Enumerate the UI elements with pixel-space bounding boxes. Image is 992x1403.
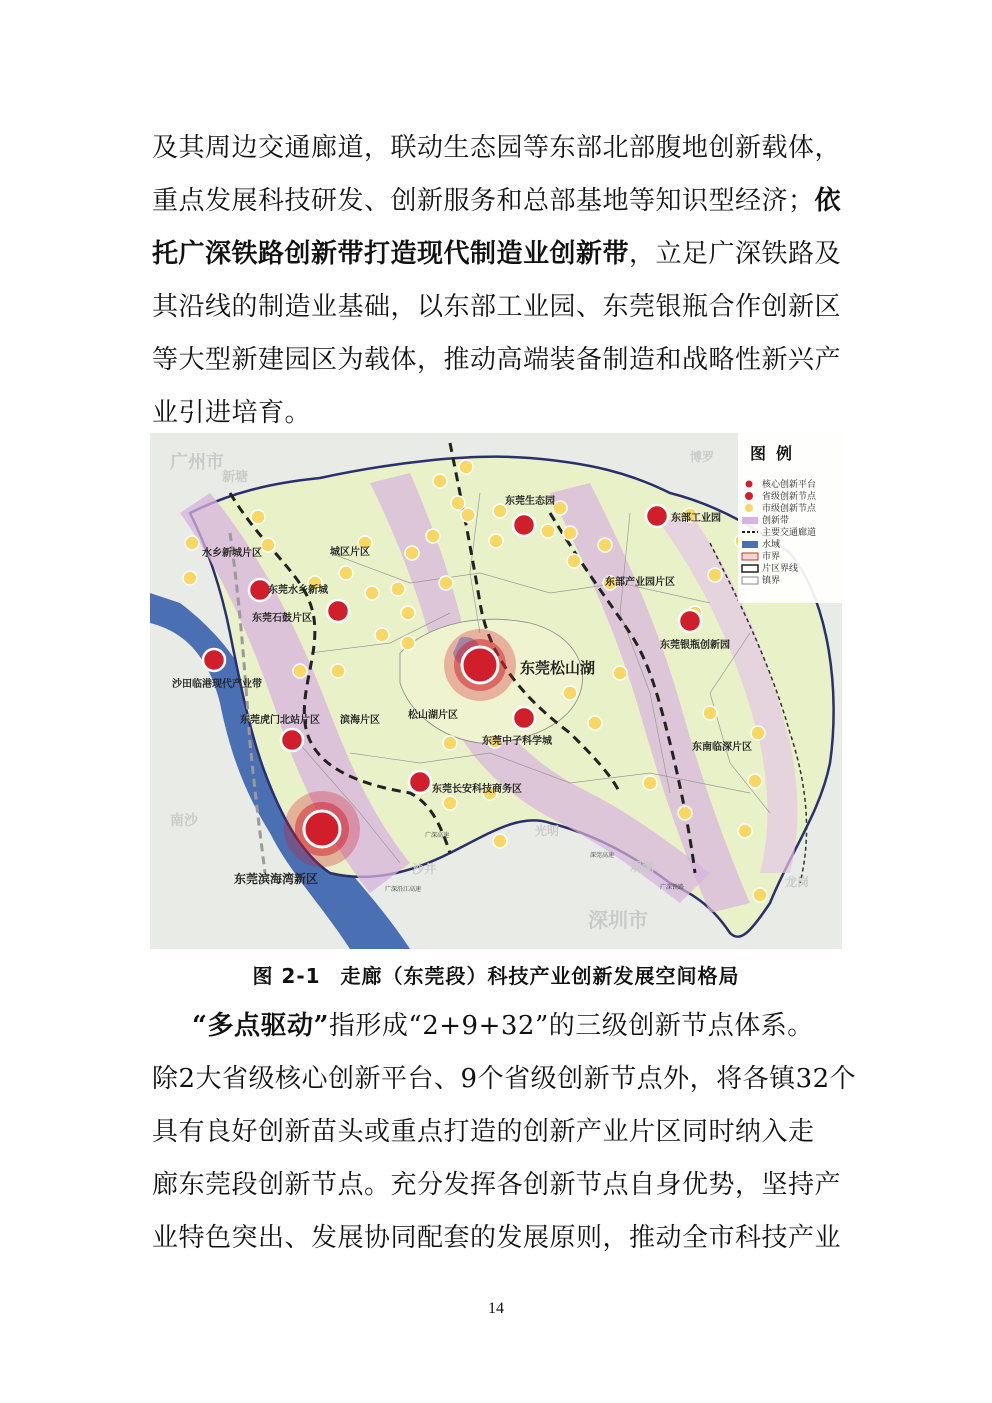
city-node: [391, 582, 405, 596]
city-node: [748, 774, 762, 788]
map-label-boluo: 博罗: [690, 450, 715, 464]
legend-label-7: 市界: [762, 552, 781, 562]
para2-line-5: 业特色突出、发展协同配套的发展原则，推动全市科技产业: [152, 1223, 842, 1253]
label-eco-park: 东莞生态园: [505, 496, 555, 507]
provincial-node-shigu: [327, 600, 349, 622]
figure-caption: [0, 960, 992, 989]
legend-label-8: 片区界线: [762, 564, 799, 574]
water-swatch: [742, 541, 758, 548]
para1-line-3: 托广深铁路创新带打造现代制造业创新带，立足广深铁路及: [152, 239, 842, 269]
provincial-node-east-industrial-park: [646, 505, 668, 527]
city-node: [553, 501, 567, 515]
label-neutron-city: 东莞中子科学城: [482, 736, 552, 747]
label-zone-southeast: 东南临深片区: [692, 742, 752, 753]
map-label-xintang: 新塘: [222, 470, 249, 485]
label-road-shenguan: 深莞高速: [590, 852, 615, 859]
innovation-belt-swatch: [742, 517, 758, 524]
city-node: [643, 776, 657, 790]
city-node: [613, 666, 627, 680]
label-shigu: 东莞石鼓片区: [252, 613, 312, 624]
provincial-node-shatian: [203, 649, 225, 671]
map-legend: [738, 433, 842, 603]
caption-title: 走廊（东莞段）科技产业创新发展空间格局: [340, 964, 740, 988]
label-zone-binhai: 滨海片区: [340, 715, 380, 726]
core-platform-songshan-lake: [444, 629, 516, 701]
city-node: [183, 571, 197, 585]
town-boundary-line: [742, 577, 758, 584]
map-label-shenzhen: 深圳市: [588, 908, 648, 932]
label-humen: 东莞虎门北站片区: [240, 715, 320, 726]
city-node: [451, 496, 465, 510]
legend-label-1: 核心创新平台: [762, 480, 817, 490]
para2-line-1: “多点驱动”指形成“2+9+32”的三级创新节点体系。: [192, 1011, 814, 1041]
label-road-yanjiang: 广深沿江高速: [385, 886, 422, 893]
city-node: [339, 566, 353, 580]
map-label-guangming: 光明: [535, 824, 560, 838]
city-node: [461, 508, 475, 522]
provincial-node-changan: [409, 771, 431, 793]
para1-line-1: 及其周边交通廊道，联动生态园等东部北部腹地创新载体，: [152, 133, 842, 163]
city-node: [443, 796, 457, 810]
legend-label-5: 主要交通廊道: [762, 528, 817, 538]
city-node: [751, 726, 765, 740]
provincial-node-neutron-city: [513, 707, 535, 729]
label-binhai-bay: 东莞滨海湾新区: [234, 872, 319, 886]
caption-number: 图 2-1: [252, 964, 321, 988]
city-boundary-line: [742, 553, 758, 560]
city-node: [405, 546, 419, 560]
label-shuixiang-new-city: 东莞水乡新城: [268, 585, 328, 596]
city-node: [598, 538, 612, 552]
provincial-node-dongguan-eco-park: [513, 514, 535, 536]
paragraph-1: [152, 122, 844, 440]
map-label-shajing: 沙井: [412, 862, 437, 876]
city-node: [489, 534, 503, 548]
core-platform-binhai-bay: [284, 791, 360, 867]
city-node-icon: [745, 504, 753, 512]
label-songshan-lake: 东莞松山湖: [520, 659, 596, 677]
city-node: [563, 526, 577, 540]
city-node: [567, 554, 581, 568]
page-number: 14: [488, 1300, 504, 1317]
label-changan: 东莞长安科技商务区: [432, 784, 522, 795]
city-node: [703, 706, 717, 720]
label-rail-guangshen: 广深铁路: [660, 884, 685, 891]
label-zone-songshan: 松山湖片区: [408, 710, 458, 721]
label-road-guangshen: 广深高速: [425, 832, 450, 839]
paragraph-2: [152, 1000, 857, 1265]
city-node: [426, 529, 440, 543]
label-zone-east-industrial: 东部产业园片区: [605, 577, 675, 588]
city-node: [401, 606, 415, 620]
legend-title: 图例: [750, 444, 803, 463]
city-node: [375, 628, 389, 642]
spatial-pattern-map: [150, 433, 842, 949]
city-node: [365, 586, 379, 600]
city-node: [541, 524, 555, 538]
para1-line-2: 重点发展科技研发、创新服务和总部基地等知识型经济；依: [152, 186, 842, 216]
city-node: [563, 686, 577, 700]
city-node: [401, 636, 415, 650]
para2-line-2: 除2大省级核心创新平台、9个省级创新节点外，将各镇32个: [152, 1064, 857, 1094]
para1-line-4: 其沿线的制造业基础，以东部工业园、东莞银瓶合作创新区: [152, 292, 842, 322]
city-node: [753, 888, 767, 902]
label-yinping: 东莞银瓶创新园: [660, 640, 730, 651]
para2-line-4: 廊东莞段创新节点。充分发挥各创新节点自身优势，坚持产: [152, 1170, 842, 1200]
city-node: [185, 536, 199, 550]
city-node: [293, 664, 307, 678]
legend-label-3: 市级创新节点: [762, 504, 817, 514]
core-platform-icon: [745, 480, 753, 488]
label-zone-urban: 城区片区: [330, 547, 370, 558]
legend-label-9: 镇界: [762, 576, 781, 586]
provincial-node-icon: [745, 492, 753, 500]
city-node: [433, 474, 447, 488]
map-label-longgang: 龙岗: [785, 875, 810, 889]
para2-line-3: 具有良好创新苗头或重点打造的创新产业片区同时纳入走: [152, 1117, 815, 1147]
city-node: [331, 664, 345, 678]
para1-line-5: 等大型新建园区为载体，推动高端装备制造和战略性新兴产: [152, 345, 842, 375]
city-node: [251, 510, 265, 524]
map-label-guangzhou: 广州市: [170, 452, 224, 473]
legend-label-6: 水域: [762, 540, 781, 550]
legend-label-2: 省级创新节点: [762, 492, 817, 502]
legend-label-4: 创新带: [762, 516, 790, 526]
provincial-node-humen: [281, 729, 303, 751]
map-label-guanlan: 观澜: [630, 860, 655, 874]
city-node: [261, 538, 275, 552]
city-node: [459, 460, 473, 474]
city-node: [439, 576, 453, 590]
city-node: [678, 806, 692, 820]
city-node: [738, 824, 752, 838]
para1-line-6: 业引进培育。: [152, 398, 312, 428]
city-node: [708, 568, 722, 582]
city-node: [588, 716, 602, 730]
provincial-node-yinping: [679, 610, 701, 632]
label-zone-shuixiang: 水乡新城片区: [202, 548, 262, 559]
map-label-nansha: 南沙: [170, 813, 198, 829]
city-node: [493, 834, 507, 848]
label-east-industrial: 东部工业园: [671, 513, 721, 524]
label-shatian: 沙田临港现代产业带: [172, 679, 262, 690]
city-node: [443, 736, 457, 750]
zone-boundary-line: [742, 565, 758, 572]
